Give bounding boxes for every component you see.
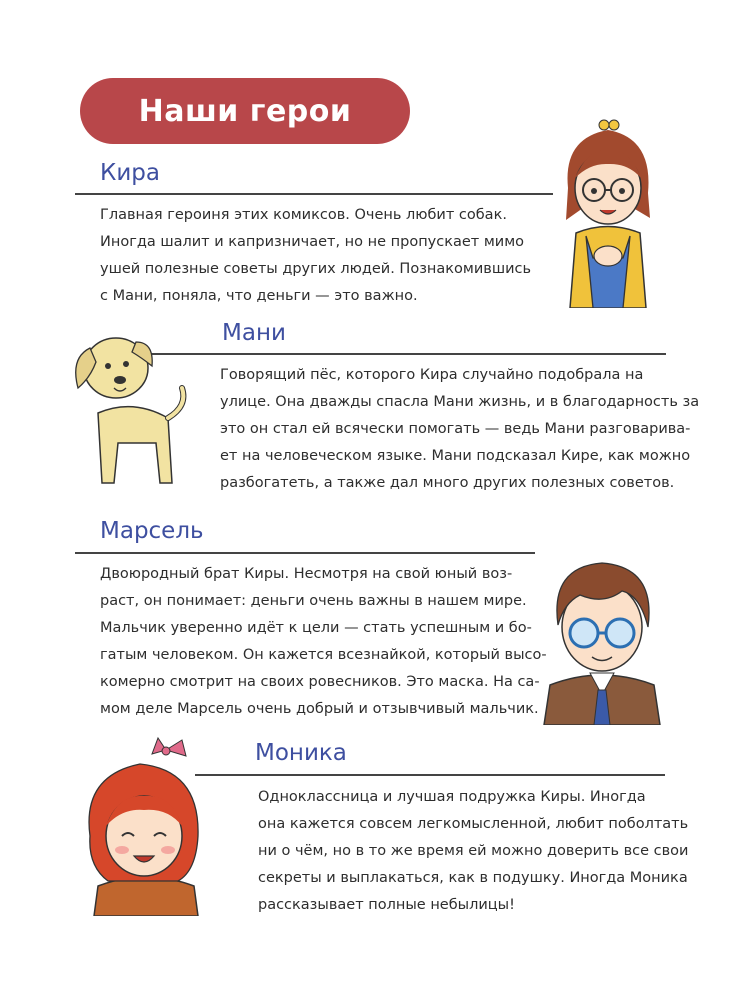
text-line: ет на человеческом языке. Мани подсказал Кире, как можно [220, 448, 691, 464]
kira-portrait [548, 108, 668, 308]
hero-description-marsel [100, 561, 547, 723]
text-line: комерно смотрит на своих ровесников. Это маска. На са- [100, 674, 540, 690]
text-line: она кажется совсем легкомысленной, любит поболтать [258, 816, 689, 832]
text-line: Мальчик уверенно идёт к цели — стать успешным и бо- [100, 620, 532, 636]
text-line: это он стал ей всячески помогать — ведь Мани разговарива- [220, 421, 691, 437]
text-line: гатым человеком. Он кажется всезнайкой, который высо- [100, 647, 547, 663]
text-line: ни о чём, но в то же время ей можно доверить все свои [258, 843, 689, 859]
text-line: улице. Она дважды спасла Мани жизнь, и в благодарность за [220, 394, 700, 410]
hero-description-mani [220, 362, 700, 497]
text-line: Двоюродный брат Киры. Несмотря на свой юный воз- [100, 566, 513, 582]
page-title: Наши герои [138, 93, 352, 129]
text-line: ушей полезные советы других людей. Познакомившись [100, 261, 532, 277]
text-line: Одноклассница и лучшая подружка Киры. Иногда [258, 789, 646, 805]
text-line: разбогатеть, а также дал много других полезных советов. [220, 475, 675, 491]
divider-monika [195, 774, 665, 776]
text-line: мом деле Марсель очень добрый и отзывчивый мальчик. [100, 701, 539, 717]
divider-mani [150, 353, 666, 355]
hero-name-marsel: Марсель [100, 518, 204, 544]
text-line: Главная героиня этих комиксов. Очень любит собак. [100, 207, 507, 223]
hero-name-kira: Кира [100, 160, 160, 186]
hero-name-monika: Моника [255, 740, 347, 766]
hero-description-kira [100, 202, 532, 310]
marsel-portrait [530, 545, 675, 725]
mani-portrait [68, 318, 193, 488]
page-title-banner [80, 78, 410, 144]
hero-name-mani: Мани [222, 320, 286, 346]
text-line: с Мани, поняла, что деньги — это важно. [100, 288, 418, 304]
text-line: Говорящий пёс, которого Кира случайно подобрала на [220, 367, 644, 383]
text-line: раст, он понимает: деньги очень важны в нашем мире. [100, 593, 527, 609]
divider-kira [75, 193, 553, 195]
text-line: секреты и выплакаться, как в подушку. Иногда Моника [258, 870, 688, 886]
hero-description-monika [258, 784, 689, 919]
text-line: рассказывает полные небылицы! [258, 897, 515, 913]
monika-portrait [78, 736, 213, 916]
text-line: Иногда шалит и капризничает, но не пропускает мимо [100, 234, 525, 250]
divider-marsel [75, 552, 535, 554]
